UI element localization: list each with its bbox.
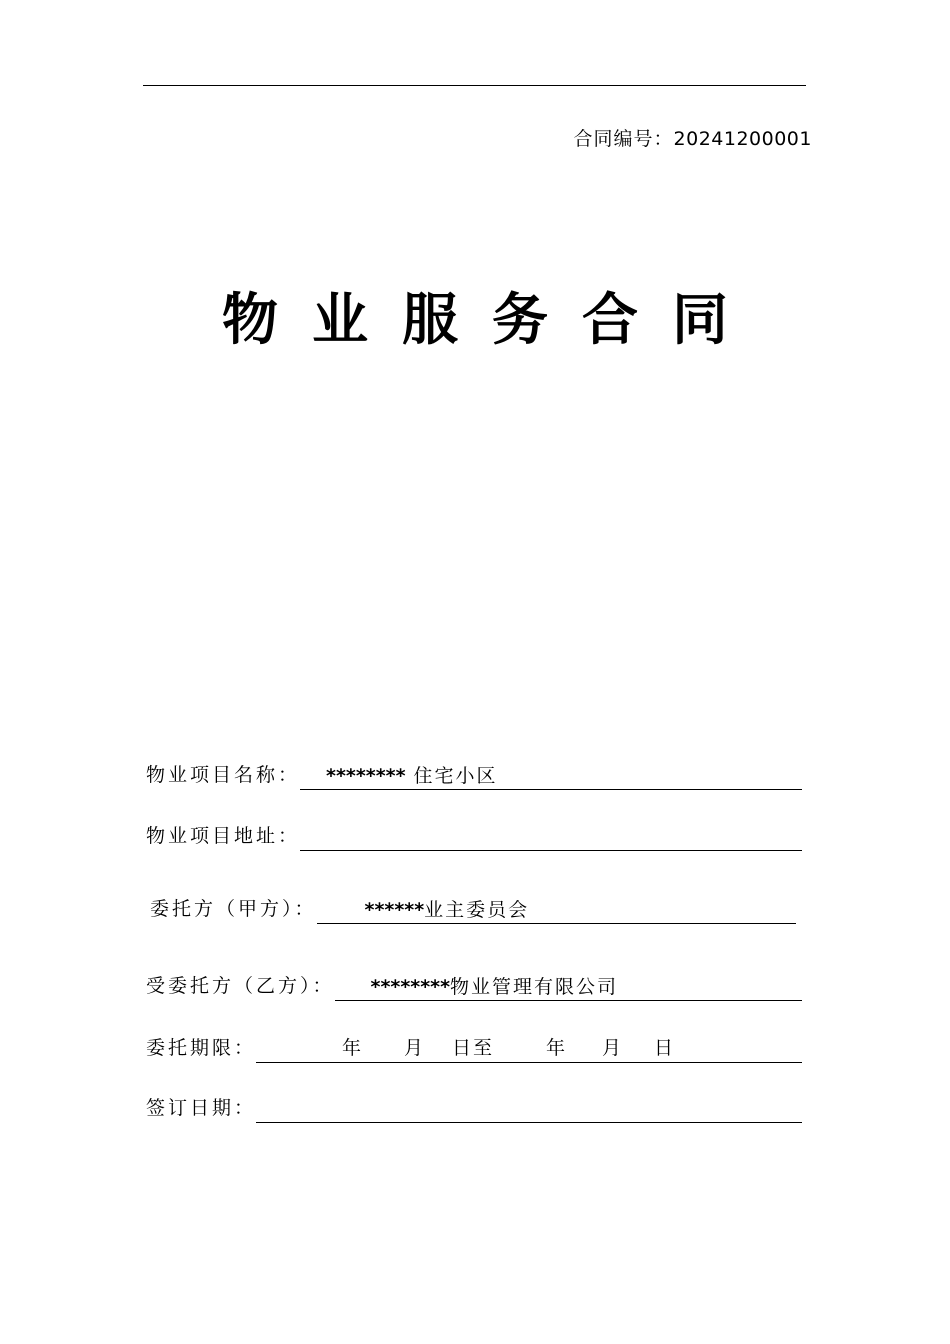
party-b-field[interactable] [335,973,802,1001]
term-end-month: 月 [602,1037,624,1059]
project-name-label: 物业项目名称： [146,764,301,786]
project-name-mask: ******** [326,765,406,787]
project-name-row [146,760,802,790]
contract-number-value: 20241200001 [673,128,812,150]
contract-number [574,124,813,151]
sign-date-label: 签订日期： [146,1097,257,1119]
header-rule [143,85,806,86]
contract-number-label: 合同编号： [573,128,674,150]
party-a-row [150,894,796,924]
term-label: 委托期限： [146,1037,257,1059]
term-field[interactable] [256,1035,802,1063]
term-start-year: 年 [342,1037,364,1059]
party-a-value: 业主委员会 [424,899,530,921]
project-address-field[interactable] [300,823,802,851]
term-start-month: 月 [404,1037,426,1059]
party-a-field[interactable] [317,896,796,924]
project-address-row [146,821,802,851]
party-a-mask: ****** [364,899,425,921]
project-name-value: 住宅小区 [405,765,498,787]
project-name-field[interactable] [300,762,802,790]
party-a-label: 委托方（甲方）： [150,898,317,920]
project-address-label: 物业项目地址： [146,825,301,847]
sign-date-row [146,1093,802,1123]
party-b-row [146,971,802,1001]
document-title: 物业服务合同 [222,287,762,353]
sign-date-field[interactable] [256,1095,802,1123]
term-start-day: 日至 [452,1037,495,1059]
term-end-year: 年 [546,1037,568,1059]
party-b-label: 受委托方（乙方）： [146,975,335,997]
term-end-day: 日 [654,1037,676,1059]
term-row [146,1033,802,1063]
party-b-value: 物业管理有限公司 [450,976,619,998]
party-b-mask: ******** [370,976,451,998]
